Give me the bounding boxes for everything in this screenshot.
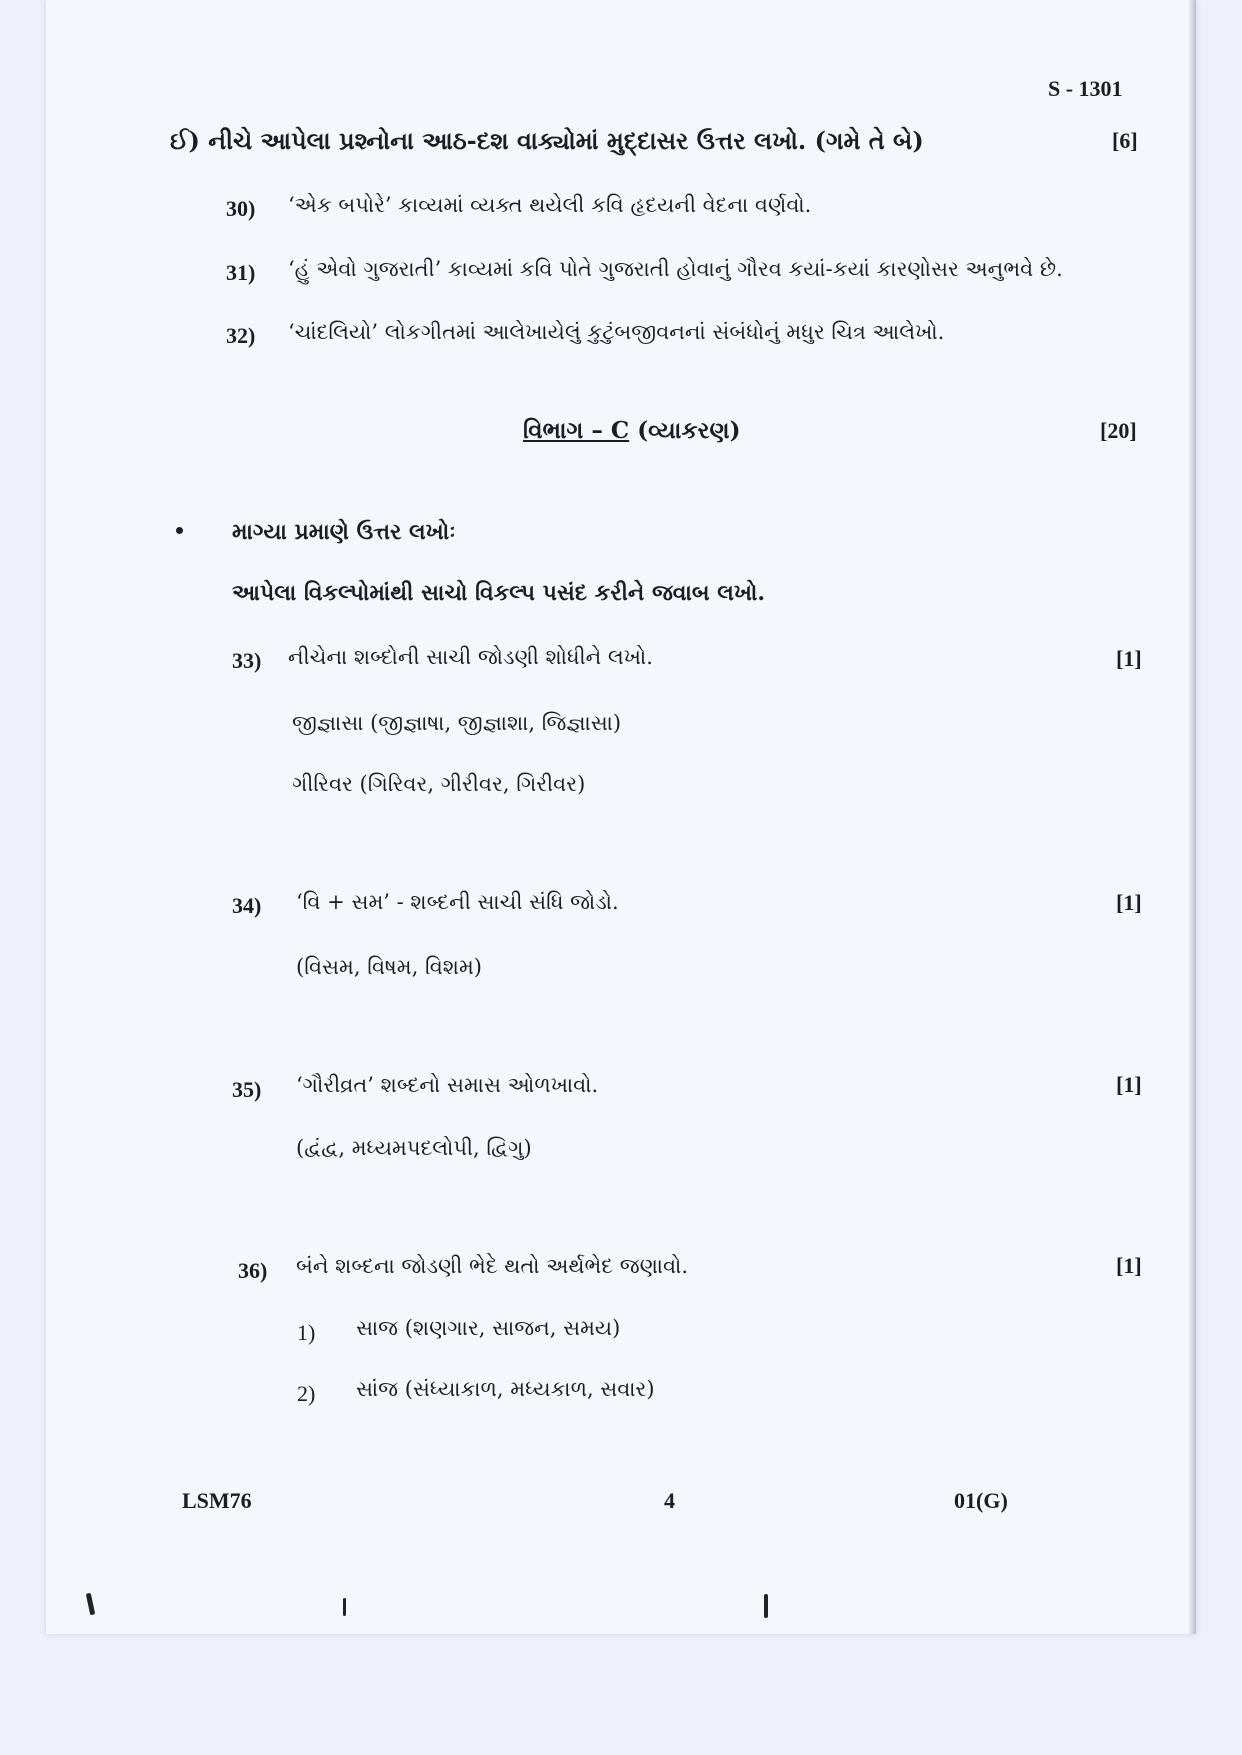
question-number: 34) [232,893,262,918]
section-e-marks: [6] [1112,128,1138,153]
question-text: નીચેના શબ્દોની સાચી જોડણી શોધીને લખો. [288,645,653,669]
question-text: ‘ચાંદલિયો’ લોકગીતમાં આલેખાયેલું કુટુંબજીવનનાં સંબંધોનું મધુર ચિત્ર આલેખો. [288,320,945,344]
question-text: ‘ગૌરીવ્રત’ શબ્દનો સમાસ ઓળખાવો. [296,1073,599,1097]
question-number: 31) [226,260,256,285]
question-marks: [1] [1116,646,1142,671]
question-number: 33) [232,648,262,673]
sub-item-text: સાંજ (સંધ્યાકાળ, મધ્યકાળ, સવાર) [356,1377,655,1401]
question-marks: [1] [1116,890,1142,915]
section-c-marks: [20] [1100,418,1137,443]
instruction-subheading: આપેલા વિકલ્પોમાંથી સાચો વિકલ્પ પસંદ કરીને જવાબ લખો. [232,580,766,606]
section-e-heading: ઈ) નીચે આપેલા પ્રશ્નોના આઠ-દશ વાક્યોમાં મુદ્દાસર ઉત્તર લખો. (ગમે તે બે) [170,126,924,155]
answer-options: (વિસમ, વિષમ, વિશમ) [296,955,482,979]
question-text: ‘એક બપોરે’ કાવ્યમાં વ્યક્ત થયેલી કવિ હૃદયની વેદના વર્ણવો. [288,193,812,217]
answer-options: ગીરિવર (ગિરિવર, ગીરીવર, ગિરીવર) [292,772,586,796]
answer-options: (દ્વંદ્વ, મધ્યમપદલોપી, દ્વિગુ) [296,1136,532,1160]
paper-code: S - 1301 [1048,76,1123,101]
sub-item-number: 1) [297,1320,316,1345]
page-number: 4 [664,1488,675,1513]
question-marks: [1] [1116,1253,1142,1278]
question-text: ‘વિ + સમ’ - શબ્દની સાચી સંધિ જોડો. [296,890,619,914]
question-text: બંને શબ્દના જોડણી ભેદે થતો અર્થભેદ જણાવો. [296,1254,689,1278]
section-c-title-rest: (વ્યાકરણ) [629,417,741,444]
page-edge-shadow [1188,0,1196,1634]
bullet-point [176,527,183,534]
section-c-title-underlined: વિભાગ – C [523,417,630,444]
question-number: 36) [238,1258,268,1283]
question-number: 32) [226,323,256,348]
question-number: 30) [226,196,256,221]
question-text: ‘હું એવો ગુજરાતી’ કાવ્યમાં કવિ પોતે ગુજરાતી હોવાનું ગૌરવ કયાં-કયાં કારણોસર અનુભવે છે. [288,257,1063,281]
answer-options: જીજ્ઞાસા (જીજ્ઞાષા, જીજ્ઞાશા, જિજ્ઞાસા) [292,711,622,735]
scan-mark [343,1598,346,1616]
section-c-title [523,417,740,444]
instruction-heading: માગ્યા પ્રમાણે ઉત્તર લખોઃ [232,519,456,545]
footer-right-code: 01(G) [954,1488,1008,1513]
sub-item-number: 2) [297,1381,316,1406]
question-marks: [1] [1116,1072,1142,1097]
footer-left-code: LSM76 [182,1488,252,1513]
sub-item-text: સાજ (શણગાર, સાજન, સમય) [356,1316,621,1340]
scan-mark [764,1594,768,1618]
question-number: 35) [232,1077,262,1102]
